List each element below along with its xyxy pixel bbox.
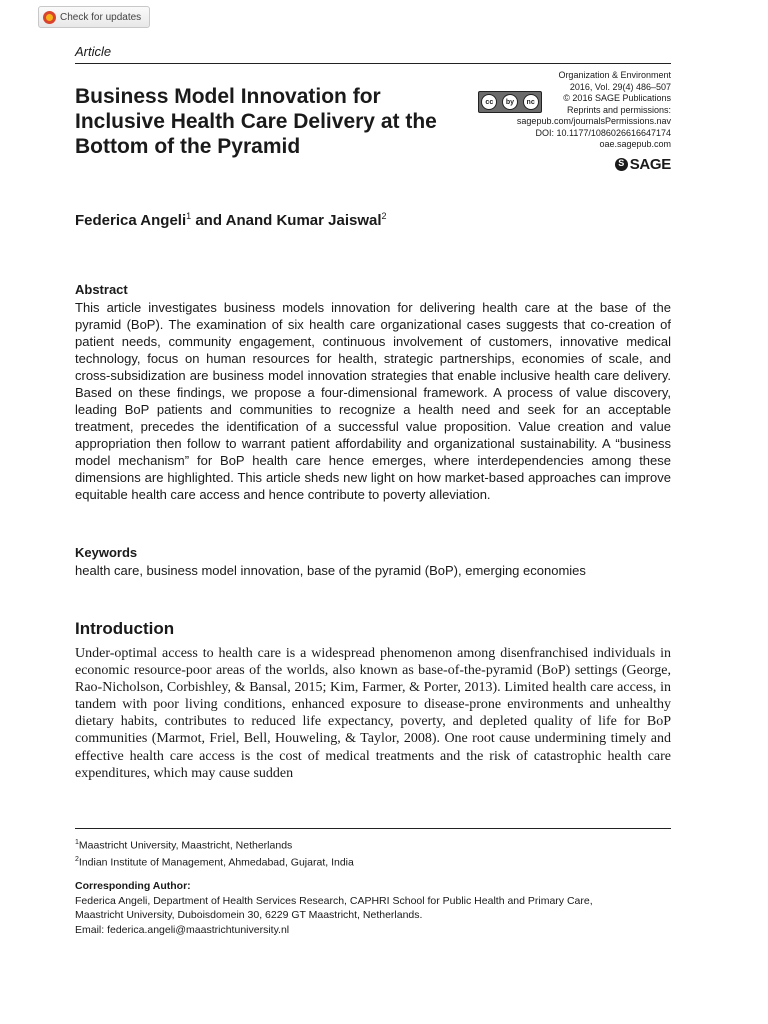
- author-name: Federica Angeli: [75, 212, 187, 229]
- corresponding-author-address: Federica Angeli, Department of Health Services Research, CAPHRI School for Public Health and Primary Care,: [75, 894, 593, 907]
- author-name: Anand Kumar Jaiswal: [225, 212, 382, 229]
- affiliation-text: Maastricht University, Maastricht, Netherlands: [78, 839, 293, 852]
- affiliation-marker: 1: [186, 211, 192, 221]
- corresponding-author-heading: Corresponding Author:: [75, 880, 191, 892]
- affiliation-1: [75, 836, 675, 853]
- copyright: © 2016 SAGE Publications: [563, 93, 671, 103]
- keywords-heading: Keywords: [75, 545, 138, 560]
- sage-mark-icon: [615, 158, 628, 171]
- affiliation-text: Indian Institute of Management, Ahmedabad, Gujarat, India: [78, 856, 354, 869]
- author-connector: and: [191, 212, 226, 229]
- check-for-updates-button[interactable]: [38, 6, 150, 28]
- keywords-list: health care, business model innovation, base of the pyramid (BoP), emerging economies: [75, 563, 586, 578]
- journal-name: Organization & Environment: [558, 70, 671, 80]
- reprints-label: Reprints and permissions:: [566, 104, 671, 115]
- sage-logo-text: SAGE: [629, 156, 671, 173]
- footnote-divider: [75, 828, 671, 829]
- article-title: Business Model Innovation for Inclusive Health Care Delivery at the Bottom of the Pyramid: [75, 85, 437, 158]
- journal-info: [471, 70, 671, 151]
- affiliation-marker: 2: [75, 856, 79, 863]
- introduction-body: Under-optimal access to health care is a widespread phenomenon among disenfranchised individuals in economic resource-poor areas of the worlds, also known as base-of-the-pyramid (BoP) settings (George, Rao-Nicholson, Corbishley, & Bansal, 2015; Kim, Farmer, & Porter, 2013). Limited health care access, in tandem with poor living conditions, enhanced exposure to disease-prone environments and unhealthy dietary habits, contributes to reduced life expectancy, poverty, and depleted quality of life for BoP communities (Marmot, Friel, Bell, Houweling, & Taylor, 2008). One root cause undermining timely and effective health care access is the cost of medical treatments and the risk of catastrophic health care expenditures, which may cause sudden: [75, 646, 671, 781]
- cc-icon: cc: [481, 94, 497, 110]
- journal-url-link[interactable]: oae.sagepub.com: [599, 139, 671, 149]
- corresponding-author-address: Maastricht University, Duboisdomein 30, 6229 GT Maastricht, Netherlands.: [75, 909, 423, 921]
- noncommercial-icon: nc: [523, 94, 539, 110]
- introduction-heading: Introduction: [75, 619, 175, 638]
- doi-link[interactable]: DOI: 10.1177/1086026616647174: [535, 127, 671, 138]
- affiliation-marker: 2: [381, 211, 387, 221]
- author-line: [75, 211, 387, 229]
- affiliation-marker: 1: [75, 839, 79, 846]
- footnotes: [75, 836, 675, 937]
- check-for-updates-label: Check for updates: [60, 11, 142, 23]
- header-divider: [75, 63, 671, 64]
- journal-volume: 2016, Vol. 29(4) 486–507: [569, 81, 671, 92]
- attribution-icon: by: [502, 94, 518, 110]
- permissions-link[interactable]: sagepub.com/journalsPermissions.nav: [516, 116, 671, 126]
- sage-logo: [615, 156, 671, 173]
- corresponding-author-email[interactable]: Email: federica.angeli@maastrichtuniversity.nl: [75, 923, 290, 936]
- abstract-heading: Abstract: [75, 282, 128, 297]
- article-type-label: Article: [75, 44, 112, 59]
- affiliation-2: [75, 853, 675, 870]
- abstract-body: This article investigates business models innovation for delivering health care at the base of the pyramid (BoP). The examination of six health care organizational cases suggests that co-creation of patient needs, community engagement, continuous involvement of customers, innovative medical technology, focus on human resources for health, strategic partnerships, economies of scale, and cross-subsidization are business model innovation strategies that enable inclusive health care delivery. Based on these findings, we propose a four-dimensional framework. A process of value discovery, leading BoP patients and communities to recognize a health need and seek for an acceptable treatment, precedes the identification of a successful value proposition. Value creation and value appropriation then follow to warrant patient affordability and organizational sustainability. A “business model mechanism” for BoP health care hence emerges, where interdependencies among these dimensions are highlighted. This article sheds new light on how market-based approaches can improve equitable health care access and hence contribute to poverty alleviation.: [75, 300, 671, 502]
- crossmark-icon: [43, 11, 56, 24]
